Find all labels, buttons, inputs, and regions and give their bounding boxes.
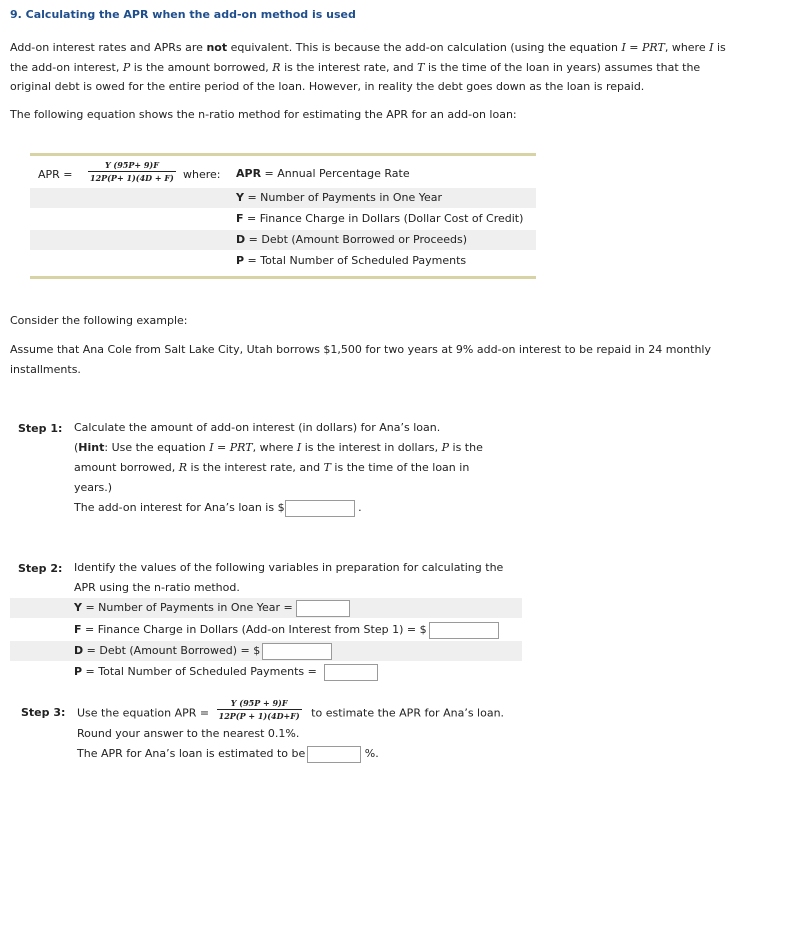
step-1-label: Step 1: bbox=[18, 422, 63, 435]
example-scenario: Assume that Ana Cole from Salt Lake City, Utah borrows $1,500 for two years at 9% add-on interest to be repaid in 24 monthly installments. bbox=[10, 343, 711, 376]
step-2-row-p: P = Total Number of Scheduled Payments = bbox=[74, 662, 378, 682]
where-label: where: bbox=[183, 168, 221, 181]
intro-equation-lead: The following equation shows the n-ratio method for estimating the APR for an add-on loan: bbox=[10, 108, 517, 121]
fraction-denominator: 12P(P+ 1)(4D + F) bbox=[90, 173, 174, 183]
step-2-row-d: D = Debt (Amount Borrowed) = $ bbox=[74, 641, 332, 661]
finance-charge-input[interactable] bbox=[429, 622, 499, 639]
def-row-y: Y = Number of Payments in One Year bbox=[30, 188, 536, 208]
def-row-apr: APR = Annual Percentage Rate bbox=[236, 167, 410, 180]
def-row-f: F = Finance Charge in Dollars (Dollar Cost of Credit) bbox=[236, 212, 524, 225]
debt-input[interactable] bbox=[262, 643, 332, 660]
apr-label: APR = bbox=[38, 168, 73, 181]
def-row-p: P = Total Number of Scheduled Payments bbox=[236, 254, 467, 267]
intro-paragraph: Add-on interest rates and APRs are not equivalent. This is because the add-on calculation (using the equation I = PRT, where I is the add-on interest, P is the amount borrowed, R is the interest rate, and T is the time of the loan in years) assumes that the original debt is owed for the entire period of the loan. However, in reality the debt goes down as the loan is repaid. bbox=[10, 41, 726, 93]
step-3-numerator: Y (95P + 9)F bbox=[217, 698, 302, 710]
step-3-denominator: 12P(P + 1)(4D+F) bbox=[218, 711, 300, 721]
step-2-label: Step 2: bbox=[18, 562, 63, 575]
total-payments-input[interactable] bbox=[324, 664, 378, 681]
def-row-d: D = Debt (Amount Borrowed or Proceeds) bbox=[30, 230, 536, 250]
apr-answer-input[interactable] bbox=[307, 746, 361, 763]
step-2-row-f: F = Finance Charge in Dollars (Add-on Interest from Step 1) = $ bbox=[74, 620, 499, 640]
payments-per-year-input[interactable] bbox=[296, 600, 350, 617]
fraction-numerator: Y (95P+ 9)F bbox=[88, 160, 176, 172]
step-1-text: Calculate the amount of add-on interest (in dollars) for Ana’s loan. (Hint: Use the equation I = PRT, where I is the interest in dollars, P is the amount borrowed, R is the interest rate, and T is the time of the loan in years.) The add-on interest for Ana’s loan is $ . bbox=[74, 418, 483, 518]
add-on-interest-input[interactable] bbox=[285, 500, 355, 517]
step-3-equation-line: Use the equation APR = $\frac{Y (95P + 9)F}{12P(P + 1)(4D+F)}$ to estimate the APR for Ana’s loan. bbox=[77, 698, 505, 721]
step-3-fraction bbox=[217, 698, 302, 721]
step-2-row-y: Y = Number of Payments in One Year = bbox=[74, 598, 350, 618]
step-3-text: Round your answer to the nearest 0.1%. The APR for Ana’s loan is estimated to be %. bbox=[77, 724, 379, 764]
question-title: 9. Calculating the APR when the add-on method is used bbox=[10, 8, 356, 21]
step-3-label: Step 3: bbox=[21, 706, 66, 719]
n-ratio-formula-box bbox=[30, 153, 536, 279]
step-2-text: Identify the values of the following variables in preparation for calculating the APR using the n-ratio method. bbox=[74, 561, 504, 594]
example-intro: Consider the following example: bbox=[10, 314, 188, 327]
